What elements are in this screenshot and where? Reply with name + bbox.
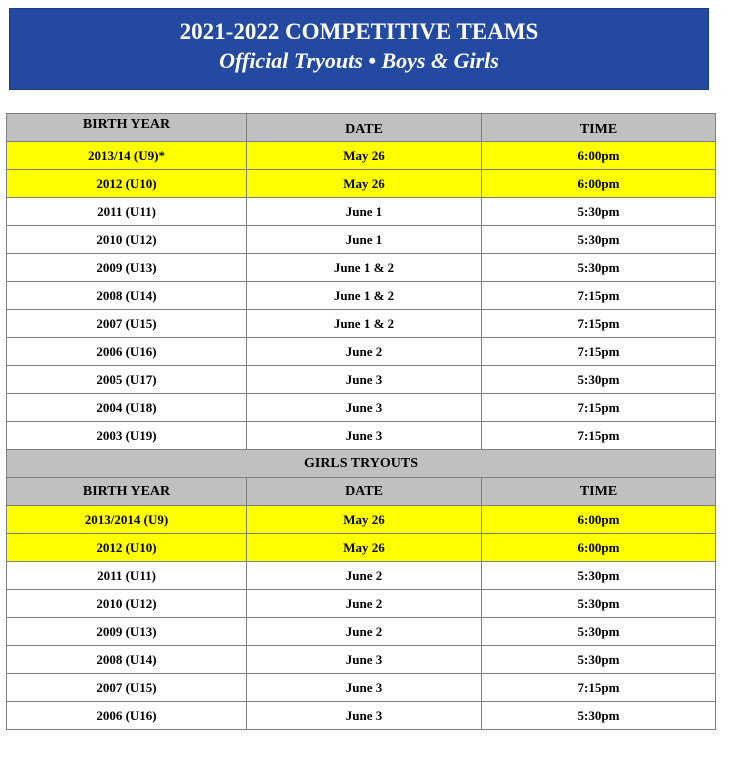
birth-year-cell: 2013/14 (U9)* bbox=[7, 142, 247, 170]
birth-year-cell: 2009 (U13) bbox=[7, 618, 247, 646]
birth-year-cell: 2012 (U10) bbox=[7, 170, 247, 198]
tryout-schedule-table bbox=[6, 113, 716, 730]
boys-col-time: TIME bbox=[482, 114, 716, 142]
birth-year-cell: 2010 (U12) bbox=[7, 590, 247, 618]
table-row bbox=[7, 366, 716, 394]
table-row bbox=[7, 506, 716, 534]
time-cell: 5:30pm bbox=[482, 366, 716, 394]
time-cell: 7:15pm bbox=[482, 422, 716, 450]
time-cell: 5:30pm bbox=[482, 562, 716, 590]
time-cell: 7:15pm bbox=[482, 310, 716, 338]
time-cell: 5:30pm bbox=[482, 226, 716, 254]
birth-year-cell: 2006 (U16) bbox=[7, 702, 247, 730]
table-row bbox=[7, 338, 716, 366]
table-row bbox=[7, 674, 716, 702]
time-cell: 6:00pm bbox=[482, 534, 716, 562]
time-cell: 7:15pm bbox=[482, 394, 716, 422]
birth-year-cell: 2010 (U12) bbox=[7, 226, 247, 254]
table-row bbox=[7, 702, 716, 730]
birth-year-cell: 2006 (U16) bbox=[7, 338, 247, 366]
date-cell: June 2 bbox=[247, 590, 482, 618]
table-row bbox=[7, 562, 716, 590]
boys-col-date: DATE bbox=[247, 114, 482, 142]
table-row bbox=[7, 226, 716, 254]
time-cell: 5:30pm bbox=[482, 590, 716, 618]
time-cell: 6:00pm bbox=[482, 142, 716, 170]
date-cell: June 3 bbox=[247, 422, 482, 450]
time-cell: 5:30pm bbox=[482, 254, 716, 282]
table-row bbox=[7, 282, 716, 310]
date-cell: June 2 bbox=[247, 618, 482, 646]
time-cell: 5:30pm bbox=[482, 618, 716, 646]
table-row bbox=[7, 198, 716, 226]
date-cell: June 1 bbox=[247, 226, 482, 254]
time-cell: 7:15pm bbox=[482, 338, 716, 366]
birth-year-cell: 2012 (U10) bbox=[7, 534, 247, 562]
title-banner bbox=[9, 8, 709, 90]
birth-year-cell: 2003 (U19) bbox=[7, 422, 247, 450]
table-row bbox=[7, 590, 716, 618]
page-subtitle: Official Tryouts • Boys & Girls bbox=[219, 48, 499, 73]
date-cell: June 2 bbox=[247, 338, 482, 366]
page-title: 2021-2022 COMPETITIVE TEAMS bbox=[179, 19, 539, 44]
date-cell: May 26 bbox=[247, 534, 482, 562]
girls-col-date: DATE bbox=[247, 478, 482, 506]
table-row bbox=[7, 254, 716, 282]
birth-year-cell: 2009 (U13) bbox=[7, 254, 247, 282]
birth-year-cell: 2011 (U11) bbox=[7, 562, 247, 590]
table-row bbox=[7, 618, 716, 646]
date-cell: June 3 bbox=[247, 646, 482, 674]
birth-year-cell: 2004 (U18) bbox=[7, 394, 247, 422]
date-cell: June 1 & 2 bbox=[247, 282, 482, 310]
table-row bbox=[7, 170, 716, 198]
birth-year-cell: 2008 (U14) bbox=[7, 282, 247, 310]
birth-year-cell: 2011 (U11) bbox=[7, 198, 247, 226]
date-cell: June 3 bbox=[247, 674, 482, 702]
birth-year-cell: 2005 (U17) bbox=[7, 366, 247, 394]
date-cell: May 26 bbox=[247, 170, 482, 198]
table-row bbox=[7, 646, 716, 674]
date-cell: June 3 bbox=[247, 394, 482, 422]
date-cell: June 3 bbox=[247, 702, 482, 730]
time-cell: 7:15pm bbox=[482, 282, 716, 310]
table-row bbox=[7, 310, 716, 338]
date-cell: June 1 bbox=[247, 198, 482, 226]
girls-col-birth-year: BIRTH YEAR bbox=[7, 478, 247, 506]
date-cell: June 3 bbox=[247, 366, 482, 394]
boys-header-row bbox=[7, 114, 716, 142]
time-cell: 5:30pm bbox=[482, 702, 716, 730]
birth-year-cell: 2008 (U14) bbox=[7, 646, 247, 674]
girls-header-row bbox=[7, 478, 716, 506]
date-cell: May 26 bbox=[247, 506, 482, 534]
girls-section-row bbox=[7, 450, 716, 478]
table-row bbox=[7, 394, 716, 422]
date-cell: June 1 & 2 bbox=[247, 254, 482, 282]
date-cell: June 1 & 2 bbox=[247, 310, 482, 338]
birth-year-cell: 2007 (U15) bbox=[7, 674, 247, 702]
table-row bbox=[7, 142, 716, 170]
table-row bbox=[7, 422, 716, 450]
date-cell: May 26 bbox=[247, 142, 482, 170]
time-cell: 6:00pm bbox=[482, 506, 716, 534]
schedule-body bbox=[7, 114, 716, 730]
time-cell: 6:00pm bbox=[482, 170, 716, 198]
girls-section-title: GIRLS TRYOUTS bbox=[7, 450, 716, 478]
time-cell: 5:30pm bbox=[482, 198, 716, 226]
birth-year-cell: 2007 (U15) bbox=[7, 310, 247, 338]
date-cell: June 2 bbox=[247, 562, 482, 590]
boys-col-birth-year: BIRTH YEAR bbox=[7, 114, 247, 142]
time-cell: 7:15pm bbox=[482, 674, 716, 702]
table-row bbox=[7, 534, 716, 562]
time-cell: 5:30pm bbox=[482, 646, 716, 674]
birth-year-cell: 2013/2014 (U9) bbox=[7, 506, 247, 534]
girls-col-time: TIME bbox=[482, 478, 716, 506]
